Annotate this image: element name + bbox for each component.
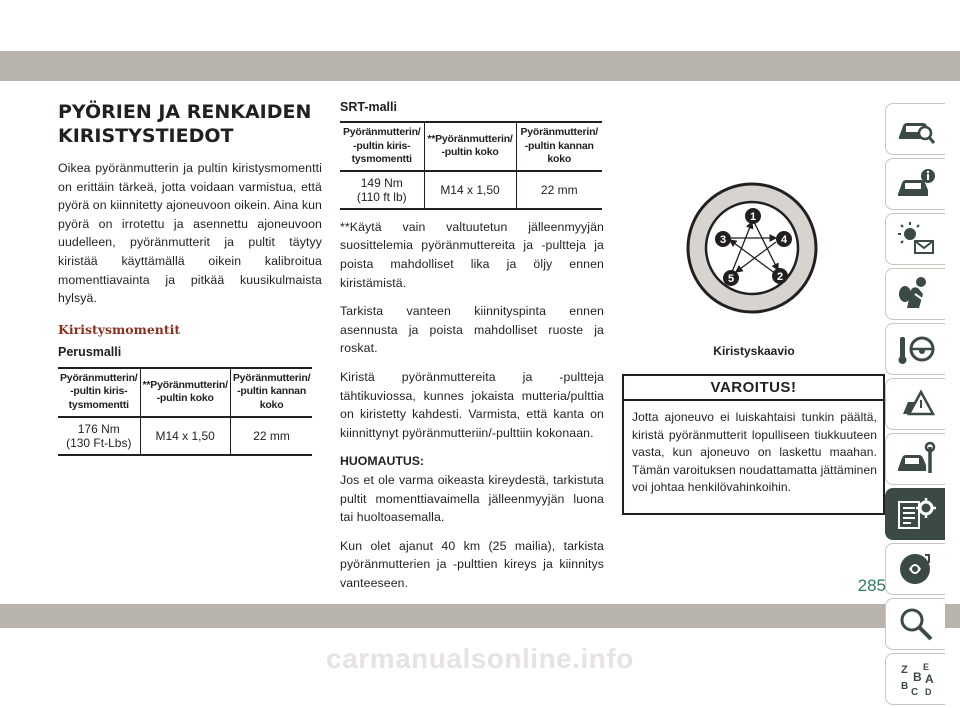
svg-text:E: E bbox=[922, 662, 929, 672]
section-title-line1: PYÖRIEN JA RENKAIDEN bbox=[58, 101, 312, 123]
warning-title: VAROITUS! bbox=[624, 376, 883, 401]
column-middle bbox=[340, 100, 604, 592]
srt-model-table bbox=[340, 121, 602, 210]
column-left bbox=[58, 98, 322, 456]
warning-text: Jotta ajoneuvo ei luiskahtaisi tunkin päältä, kiristä pyöränmutterit lopulliseen tiukkuuteen vasta, kun ajoneuvo on laskettu maahan. Tämän varoituksen noudattamatta jättäminen voi johtaa henkilövahinkoihin. bbox=[632, 410, 878, 494]
svg-text:D: D bbox=[924, 687, 931, 697]
table-header-row bbox=[340, 122, 602, 171]
table-cell: M14 x 1,50 bbox=[424, 171, 516, 209]
tab-multimedia[interactable] bbox=[885, 543, 945, 595]
search-icon bbox=[895, 604, 937, 644]
table-row bbox=[58, 417, 312, 455]
lug-5 bbox=[723, 270, 739, 286]
lug-4 bbox=[776, 231, 792, 247]
car-magnifier-icon bbox=[895, 109, 937, 149]
svg-text:B: B bbox=[900, 681, 908, 692]
wheel-diagram-svg bbox=[680, 178, 824, 318]
section-title bbox=[58, 100, 322, 148]
car-wrench-icon bbox=[895, 439, 937, 479]
tab-servicing[interactable] bbox=[885, 433, 945, 485]
table-header-cell: Pyöränmutterin/ -pultin kiris- tysmomentti bbox=[58, 368, 140, 417]
svg-text:B: B bbox=[912, 670, 922, 684]
table-header-row bbox=[58, 368, 312, 417]
lug-number: 3 bbox=[719, 234, 727, 246]
lug-number: 5 bbox=[727, 273, 735, 285]
basic-model-table bbox=[58, 367, 312, 456]
tab-car-inspection[interactable] bbox=[885, 103, 945, 155]
tab-safety[interactable] bbox=[885, 268, 945, 320]
lug-3 bbox=[715, 231, 731, 247]
lug-1 bbox=[745, 208, 761, 224]
specs-gear-icon bbox=[895, 494, 937, 534]
tab-emergency[interactable] bbox=[885, 378, 945, 430]
hazard-triangle-icon bbox=[895, 384, 937, 424]
top-band bbox=[0, 51, 960, 81]
page-number: 285 bbox=[857, 576, 886, 595]
retorque-paragraph: Kun olet ajanut 40 km (25 mailia), tarkista pyöränmutterien ja -pulttien kireys ja kiinnitys vanteeseen. bbox=[340, 538, 604, 590]
watermark-text: carmanualsonline.info bbox=[326, 643, 634, 674]
basic-model-title: Perusmalli bbox=[58, 344, 122, 359]
tightening-pattern-diagram bbox=[680, 178, 824, 318]
table-cell: 176 Nm (130 Ft-Lbs) bbox=[58, 417, 140, 455]
table-cell: 22 mm bbox=[230, 417, 312, 455]
star-pattern-paragraph: Kiristä pyöränmuttereita ja -pultteja tähtikuviossa, kunnes jokaista mutteria/pulttia on kiristetty kahdesti. Varmista, että kanta on kiinnittynyt pyöränmutteriin/-pulttiin kokonaan. bbox=[340, 369, 604, 440]
tab-car-info[interactable] bbox=[885, 158, 945, 210]
table-header-cell: Pyöränmutterin/ -pultin kannan koko bbox=[230, 368, 312, 417]
table-cell: M14 x 1,50 bbox=[140, 417, 230, 455]
lug-number: 2 bbox=[776, 271, 784, 283]
mounting-surface-paragraph: Tarkista vanteen kiinnityspinta ennen asennusta ja poista mahdolliset ruoste ja roskat. bbox=[340, 304, 604, 356]
multimedia-icon bbox=[895, 549, 937, 589]
svg-text:A: A bbox=[924, 672, 934, 686]
intro-paragraph: Oikea pyöränmutterin ja pultin kiristysmomentti on erittäin tärkeä, jotta voidaan varmistua, että pyörä on kiinnitetty ajoneuvoon oikein. Aina kun pyörä on irrotettu ja asennettu ajoneuvoon uudelleen, pyöränmutterit ja pultit täytyy kiristää käyttämällä oikein kalibroitua momenttiavainta ja pitkää kuusikulmaista hylsyä. bbox=[58, 161, 322, 306]
diagram-caption: Kiristyskaavio bbox=[713, 344, 795, 358]
lug-number: 4 bbox=[780, 234, 788, 246]
table-header-cell: **Pyöränmutterin/ -pultin koko bbox=[424, 122, 516, 171]
car-info-icon bbox=[895, 164, 937, 204]
table-header-cell: Pyöränmutterin/ -pultin kiris- tysmomentti bbox=[340, 122, 424, 171]
table-cell: 149 Nm (110 ft lb) bbox=[340, 171, 424, 209]
table-header-cell: **Pyöränmutterin/ -pultin koko bbox=[140, 368, 230, 417]
torque-subheading: Kiristysmomentit bbox=[58, 321, 181, 337]
lug-number: 1 bbox=[749, 211, 757, 223]
tab-starting-driving[interactable] bbox=[885, 323, 945, 375]
bottom-band bbox=[0, 604, 960, 628]
warning-box bbox=[622, 374, 885, 515]
table-header-cell: Pyöränmutterin/ -pultin kannan koko bbox=[516, 122, 602, 171]
note-paragraph: Jos et ole varma oikeasta kireydestä, tarkistuta pultit momenttiavaimella jälleenmyyjän luona tai huoltoasemalla. bbox=[340, 472, 604, 525]
svg-text:Z: Z bbox=[900, 664, 908, 676]
warning-lights-mail-icon bbox=[895, 219, 937, 259]
table-cell: 22 mm bbox=[516, 171, 602, 209]
footnote-paragraph: **Käytä vain valtuutetun jälleenmyyjän suosittelemia pyöränmuttereita ja -pultteja ja poista mahdolliset lika ja öljy ennen kiristämistä. bbox=[340, 219, 604, 290]
table-row bbox=[340, 171, 602, 209]
srt-model-title: SRT-malli bbox=[340, 100, 397, 114]
section-title-line2: KIRISTYSTIEDOT bbox=[58, 125, 234, 147]
tab-warning-lights[interactable] bbox=[885, 213, 945, 265]
lug-2 bbox=[772, 268, 788, 284]
chapter-tabs bbox=[885, 103, 945, 708]
steering-key-icon bbox=[895, 329, 937, 369]
tab-technical-specs[interactable] bbox=[885, 488, 945, 540]
note-label: HUOMAUTUS: bbox=[340, 454, 425, 469]
svg-text:C: C bbox=[910, 687, 918, 698]
airbag-seat-icon bbox=[895, 274, 937, 314]
